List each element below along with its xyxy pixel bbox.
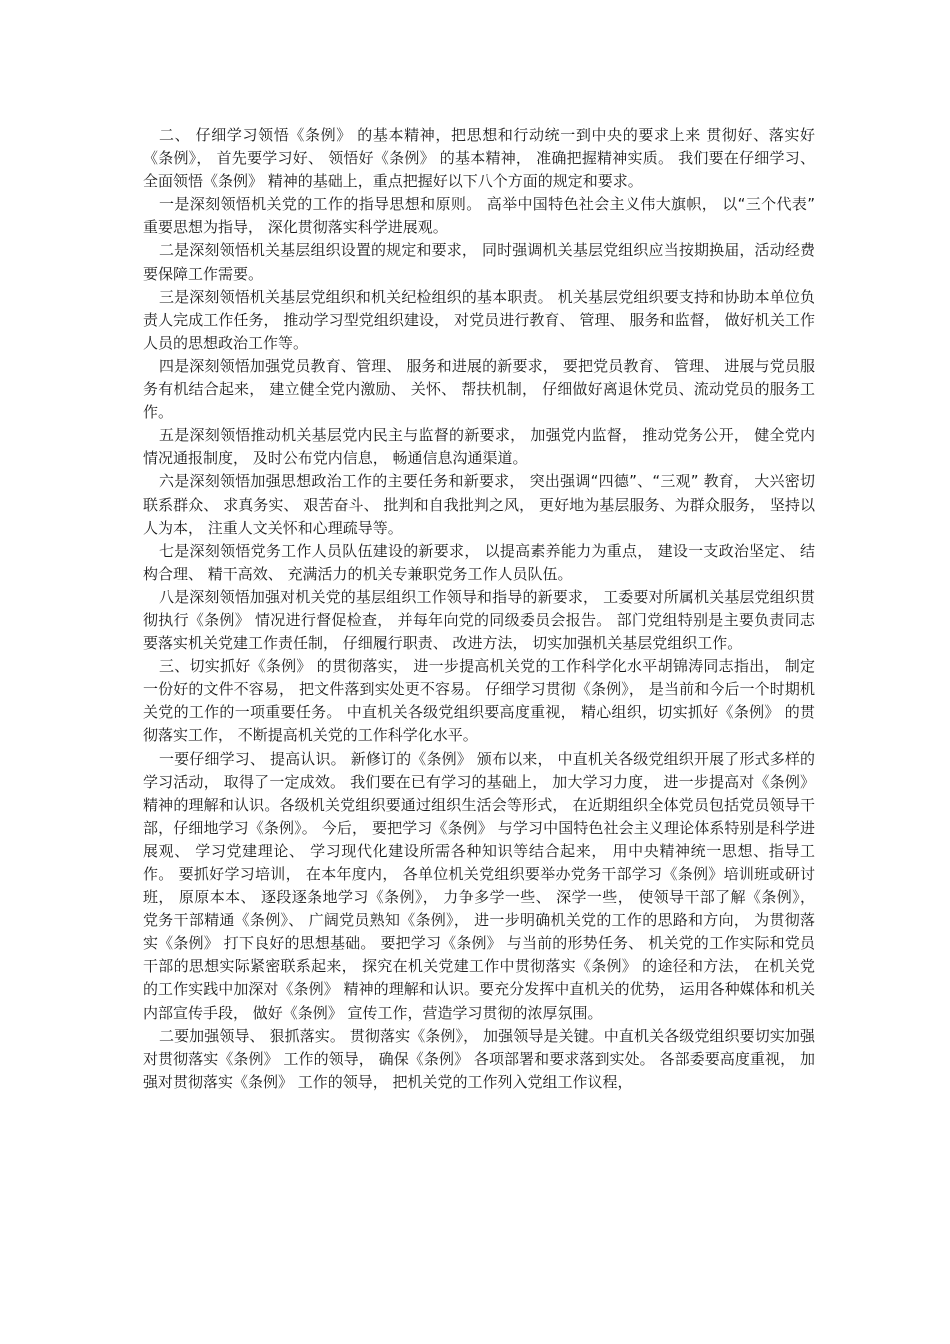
paragraph-requirement-one: 一要仔细学习、 提高认识。 新修订的《条例》 颁布以来， 中直机关各级党组织开展了形式多样的学习活动， 取得了一定成效。 我们要在已有学习的基础上， 加大学习力度， 进一步提高对《条例》 精神的理解和认识。各级机关党组织要通过组织生活会等形式， 在近期组织全体党员包括党员领导干部，仔细地学习《条例》。 今后， 要把学习《条例》 与学习中国特色社会主义理论体系特别是科学进展观、 学习党建理论、 学习现代化建设所需各种知识等结合起来， 用中央精神统一思想、指导工作。 要抓好学习培训， 在本年度内， 各单位机关党组织要举办党务干部学习《条例》培训班或研讨班， 原原本本、 逐段逐条地学习《条例》， 力争多学一些、 深学一些， 使领导干部了解《条例》， 党务干部精通《条例》、 广阔党员熟知《条例》， 进一步明确机关党的工作的思路和方向， 为贯彻落实《条例》 打下良好的思想基础。 要把学习《条例》 与当前的形势任务、 机关党的工作实际和党员干部的思想实际紧密联系起来， 探究在机关党建工作中贯彻落实《条例》 的途径和方法， 在机关党的工作实践中加深对《条例》 精神的理解和认识。要充分发挥中直机关的优势， 运用各种媒体和机关内部宣传手段， 做好《条例》 宣传工作，营造学习贯彻的浓厚氛围。 <box>143 749 815 1022</box>
paragraph-point-seven: 七是深刻领悟党务工作人员队伍建设的新要求， 以提高素养能力为重点， 建设一支政治坚定、 结构合理、 精干高效、 充满活力的机关专兼职党务工作人员队伍。 <box>143 541 815 583</box>
paragraph-point-four: 四是深刻领悟加强党员教育、管理、 服务和进展的新要求， 要把党员教育、 管理、 进展与党员服务有机结合起来， 建立健全党内激励、 关怀、 帮扶机制， 仔细做好离退休党员、流动党员的服务工作。 <box>143 356 815 422</box>
paragraph-point-five: 五是深刻领悟推动机关基层党内民主与监督的新要求， 加强党内监督， 推动党务公开， 健全党内情况通报制度， 及时公布党内信息， 畅通信息沟通渠道。 <box>143 426 815 468</box>
paragraph-point-two: 二是深刻领悟机关基层组织设置的规定和要求， 同时强调机关基层党组织应当按期换届，活动经费要保障工作需要。 <box>143 241 815 283</box>
paragraph-section-two-intro: 二、 仔细学习领悟《条例》 的基本精神，把思想和行动统一到中央的要求上来 贯彻好、落实好《条例》， 首先要学习好、 领悟好《条例》 的基本精神， 准确把握精神实质。 我们要在仔细学习、 全面领悟《条例》 精神的基础上，重点把握好以下八个方面的规定和要求。 <box>143 126 815 191</box>
paragraph-point-six: 六是深刻领悟加强思想政治工作的主要任务和新要求， 突出强调“四德”、“三观” 教育， 大兴密切联系群众、 求真务实、 艰苦奋斗、 批判和自我批判之风， 更好地为基层服务、为群众服务， 坚持以人为本， 注重人文关怀和心理疏导等。 <box>143 472 815 537</box>
paragraph-point-one: 一是深刻领悟机关党的工作的指导思想和原则。 高举中国特色社会主义伟大旗帜， 以“三个代表” 重要思想为指导， 深化贯彻落实科学进展观。 <box>143 195 815 237</box>
document-body <box>143 124 815 1094</box>
paragraph-point-eight: 八是深刻领悟加强对机关党的基层组织工作领导和指导的新要求， 工委要对所属机关基层党组织贯彻执行《条例》 情况进行督促检查， 并每年向党的同级委员会报告。 部门党组特别是主要负责同志要落实机关党建工作责任制， 仔细履行职责、 改进方法， 切实加强机关基层党组织工作。 <box>143 587 815 653</box>
paragraph-section-three-intro: 三、切实抓好《条例》 的贯彻落实， 进一步提高机关党的工作科学化水平胡锦涛同志指出， 制定一份好的文件不容易， 把文件落到实处更不容易。 仔细学习贯彻《条例》， 是当前和今后一个时期机关党的工作的一项重要任务。 中直机关各级党组织要高度重视， 精心组织，切实抓好《条例》 的贯彻落实工作， 不断提高机关党的工作科学化水平。 <box>143 657 815 745</box>
paragraph-point-three: 三是深刻领悟机关基层党组织和机关纪检组织的基本职责。 机关基层党组织要支持和协助本单位负责人完成工作任务， 推动学习型党组织建设， 对党员进行教育、 管理、 服务和监督， 做好机关工作人员的思想政治工作等。 <box>143 287 815 352</box>
paragraph-requirement-two: 二要加强领导、 狠抓落实。 贯彻落实《条例》， 加强领导是关键。中直机关各级党组织要切实加强对贯彻落实《条例》 工作的领导， 确保《条例》 各项部署和要求落到实处。 各部委要高度重视， 加强对贯彻落实《条例》 工作的领导， 把机关党的工作列入党组工作议程， <box>143 1026 815 1091</box>
